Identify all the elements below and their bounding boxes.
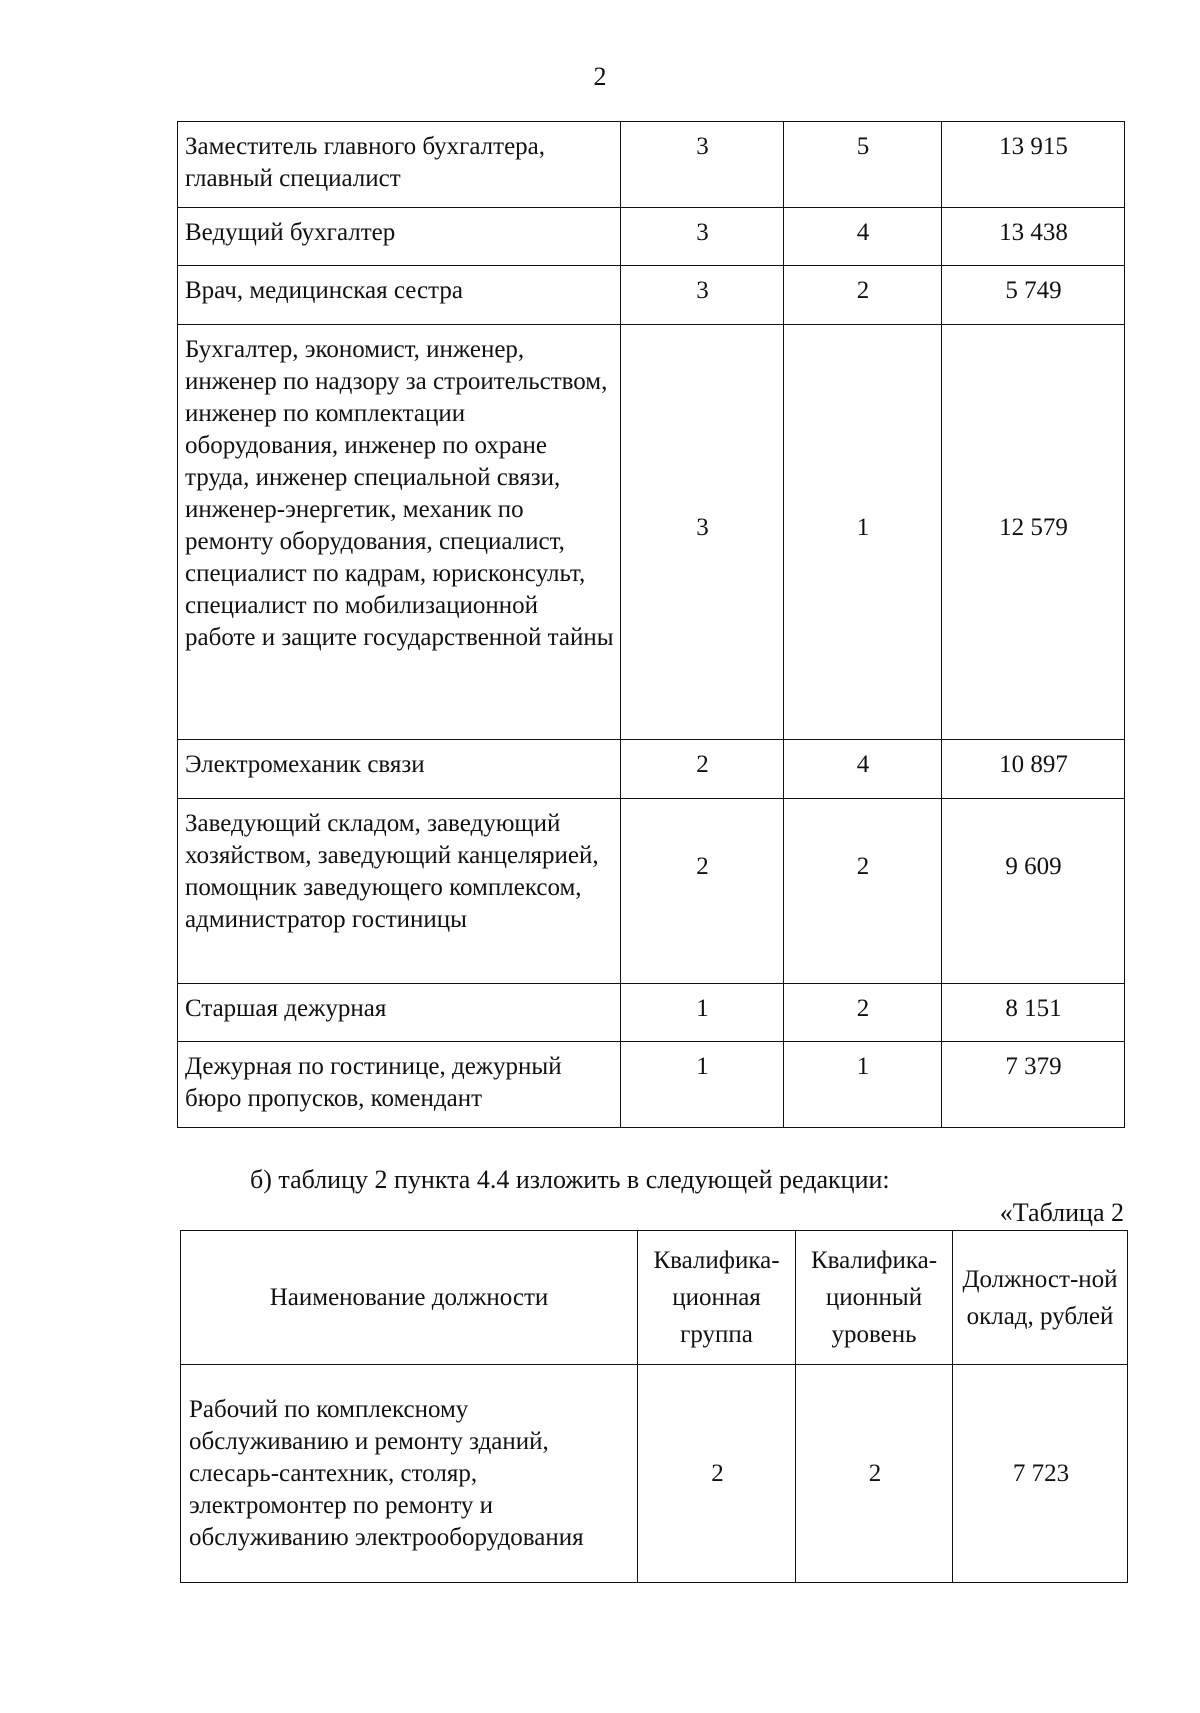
salary: 7 723 (953, 1365, 1128, 1583)
qualification-group: 2 (621, 799, 784, 984)
qualification-group: 3 (621, 208, 784, 266)
position-title: Ведущий бухгалтер (178, 208, 621, 266)
qualification-group: 3 (621, 266, 784, 325)
salary: 10 897 (942, 740, 1125, 799)
position-title: Врач, медицинская сестра (178, 266, 621, 325)
header-qualification-level: Квалифика-ционный уровень (796, 1231, 953, 1365)
salary: 5 749 (942, 266, 1125, 325)
qualification-group: 2 (621, 740, 784, 799)
salary: 12 579 (942, 325, 1125, 740)
salary: 8 151 (942, 984, 1125, 1042)
table-row (178, 325, 1125, 740)
table-row (181, 1365, 1128, 1583)
qualification-level: 1 (784, 1042, 942, 1128)
qualification-level: 2 (784, 266, 942, 325)
qualification-level: 4 (784, 740, 942, 799)
header-qualification-group: Квалифика-ционная группа (638, 1231, 796, 1365)
qualification-group: 3 (621, 122, 784, 208)
salary-table-continued (177, 121, 1125, 1128)
salary-table-2 (180, 1230, 1128, 1583)
table-row (178, 1042, 1125, 1128)
qualification-level: 2 (796, 1365, 953, 1583)
qualification-group: 3 (621, 325, 784, 740)
table-row (178, 122, 1125, 208)
qualification-group: 1 (621, 984, 784, 1042)
table-row (178, 208, 1125, 266)
qualification-level: 5 (784, 122, 942, 208)
table-row (178, 740, 1125, 799)
header-position-title: Наименование должности (181, 1231, 638, 1365)
qualification-group: 2 (638, 1365, 796, 1583)
position-title: Дежурная по гостинице, дежурный бюро пропусков, комендант (178, 1042, 621, 1128)
table-row (178, 799, 1125, 984)
salary: 13 438 (942, 208, 1125, 266)
salary: 9 609 (942, 799, 1125, 984)
position-title: Рабочий по комплексному обслуживанию и ремонту зданий, слесарь-сантехник, столяр, электромонтер по ремонту и обслуживанию электрооборудования (181, 1365, 638, 1583)
position-title: Старшая дежурная (178, 984, 621, 1042)
salary: 13 915 (942, 122, 1125, 208)
qualification-level: 2 (784, 799, 942, 984)
page-number: 2 (593, 62, 607, 91)
table-caption: «Таблица 2 (999, 1198, 1124, 1227)
header-salary: Должност-ной оклад, рублей (953, 1231, 1128, 1365)
table-header-row (181, 1231, 1128, 1365)
qualification-level: 1 (784, 325, 942, 740)
qualification-group: 1 (621, 1042, 784, 1128)
table-row (178, 984, 1125, 1042)
position-title: Бухгалтер, экономист, инженер, инженер по надзору за строительством, инженер по комплектации оборудования, инженер по охране труда, инженер специальной связи, инженер-энергетик, механик по ремонту оборудования, специалист, специалист по кадрам, юрисконсульт, специалист по мобилизационной работе и защите государственной тайны (178, 325, 621, 740)
amendment-instruction: б) таблицу 2 пункта 4.4 изложить в следующей редакции: (250, 1165, 890, 1194)
table-row (178, 266, 1125, 325)
position-title: Заместитель главного бухгалтера, главный специалист (178, 122, 621, 208)
position-title: Заведующий складом, заведующий хозяйством, заведующий канцелярией, помощник заведующего комплексом, администратор гостиницы (178, 799, 621, 984)
qualification-level: 4 (784, 208, 942, 266)
qualification-level: 2 (784, 984, 942, 1042)
salary: 7 379 (942, 1042, 1125, 1128)
position-title: Электромеханик связи (178, 740, 621, 799)
